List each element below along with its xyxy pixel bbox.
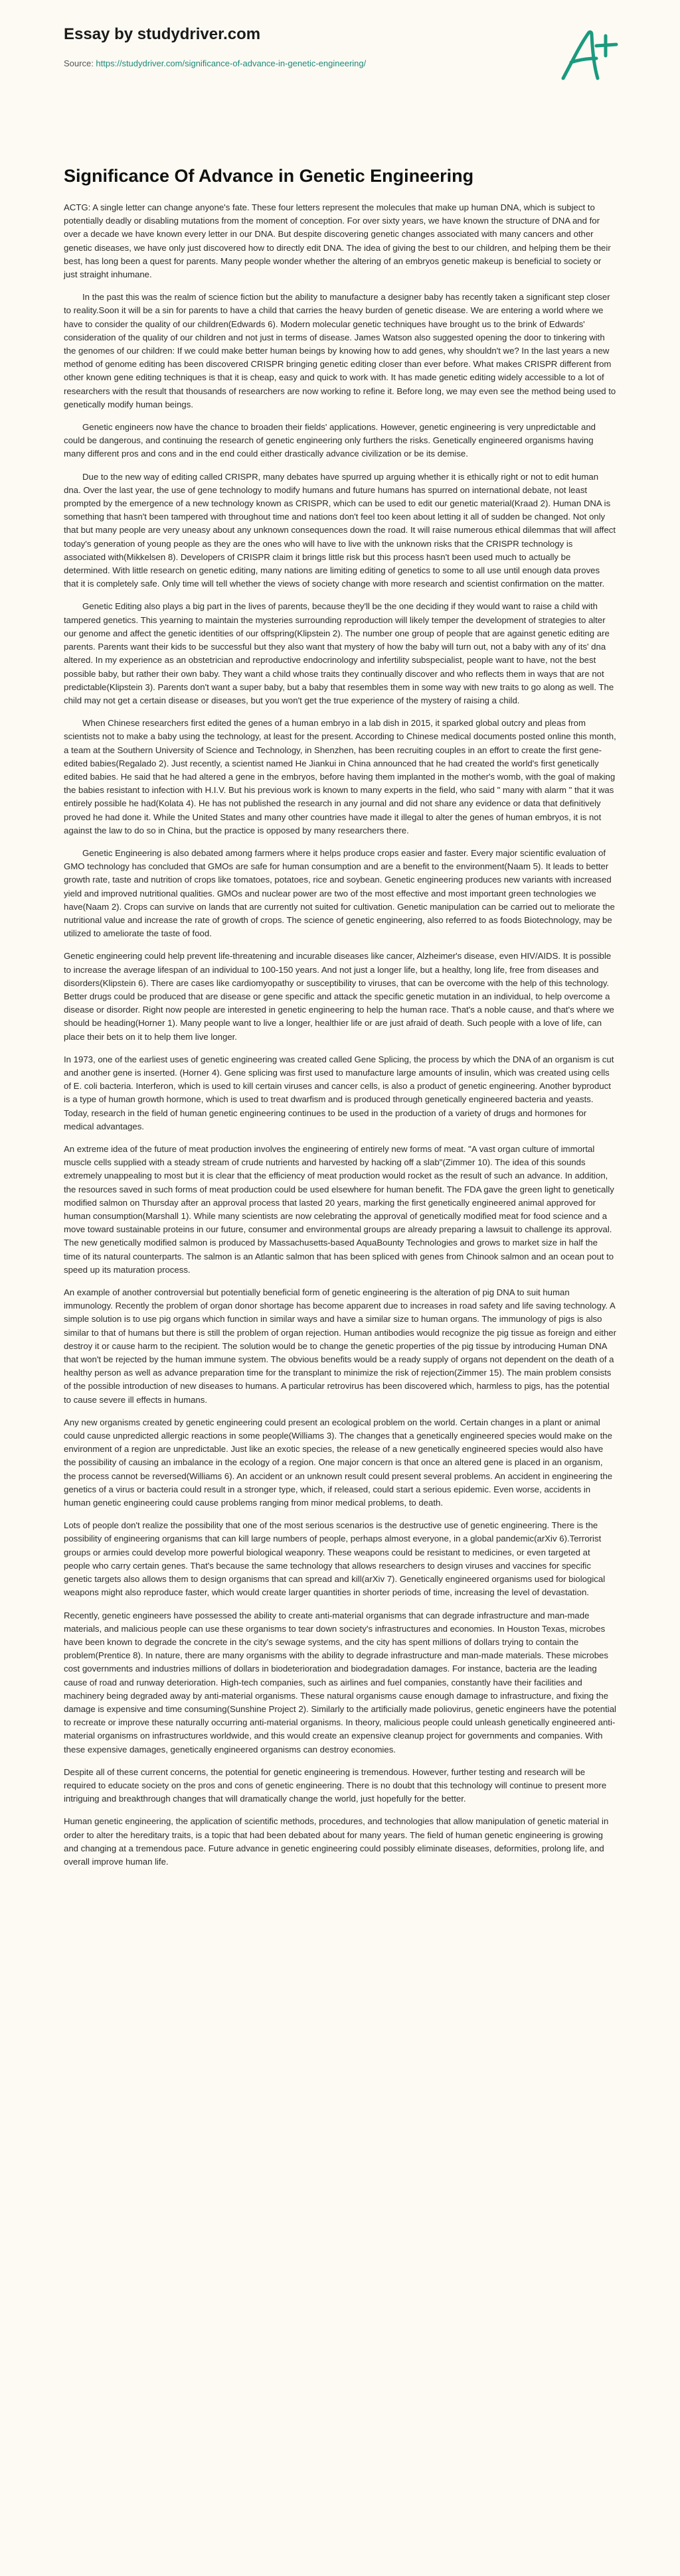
essay-title: Significance Of Advance in Genetic Engineering — [64, 166, 474, 186]
essay-paragraph: Any new organisms created by genetic engineering could present an ecological problem on the world. Certain changes in a plant or animal could cause unpredicted allergic reactions in some people(Williams 3). The changes that a genetically engineered species would make on the environment of a region are unpredictable. Just like an exotic species, the release of a new genetically engineered species would also have the possibility of causing an imbalance in the ecology of a region. One major concern is that once an altered gene is placed in an organism, the process cannot be reversed(Williams 6). An accident or an unknown result could present several problems. An accident in engineering the genetics of a virus or bacteria could result in a stronger type, which, if released, could start a serious epidemic. Even worse, accidents in human genetic engineering could cause problems ranging from minor medical problems, to death. — [64, 1417, 613, 1508]
source-line — [64, 58, 366, 68]
page-header — [0, 0, 680, 80]
essay-paragraph: Human genetic engineering, the application of scientific methods, procedures, and technologies that allow manipulation of genetic material in order to alter the hereditary traits, is a topic that had been debated about for many years. The field of human genetic engineering is growing and changing at a tremendous pace. Future advance in genetic engineering could possibly eliminate diseases, deformities, prolong life, and overall improve human life. — [64, 1816, 609, 1867]
essay-paragraph: An example of another controversial but potentially beneficial form of genetic engineering is the alteration of pig DNA to suit human immunology. Recently the problem of organ donor shortage has become apparent due to increases in road safety and life saving technology. A simple solution is to use pig organs which function in similar ways and have a similar size to human organs. The immunology of pigs is also similar to that of humans but there is still the problem of organ rejection. Human antibodies would recognize the pig tissue as foreign and either destroy it or cause harm to the recipient. The solution would be to change the genetic properties of the pig tissue by introducing Human DNA that won't be rejected by the human immune system. The obvious benefits would be a ready supply of organs not dependent on the death of a healthy person as well as advance preparation time for the transplant to minimize the risk of rejection(Zimmer 15). The main problem consists of the possible introduction of new diseases to humans. A particular retrovirus has been discovered which, harmless to pigs, has the potential to cause severe ill effects in humans. — [64, 1287, 617, 1405]
a-plus-logo-icon — [559, 27, 620, 82]
essay-paragraph: In the past this was the realm of science fiction but the ability to manufacture a designer baby has recently taken a significant step closer to reality.Soon it will be a sin for parents to have a child that carries the heavy burden of genetic disease. We are entering a world where we have to consider the quality of our children(Edwards 6). Modern molecular genetic techniques have brought us to the brink of Edwards' consideration of the quality of our children and not just in terms of disease. James Watson also suggested opening the door to tinkering with the genomes of our children: If we could make better human beings by knowing how to add genes, why shouldn't we? In the last years a new method of genome editing has been discovered CRISPR bringing genetic editing closer than ever before. What makes CRISPR different from other known gene editing techniques is that it is cheap, easy and quick to work with. It has made genetic editing widely accessible to a lot of researchers with the result that thousands of researchers are now working to refine it. Before long, we may even see the method being used to genetically modify human beings. — [64, 292, 616, 409]
essay-paragraph: Genetic Engineering is also debated among farmers where it helps produce crops easier and faster. Every major scientific evaluation of GMO technology has concluded that GMOs are safe for human consumption and are a benefit to the environment(Naam 5). It leads to better growth rate, taste and nutrition of crops like tomatoes, potatoes, rice and soybean. Genetic engineering produces new variants with increased yield and improved nutritional qualities. GMOs and nuclear power are two of the most effective and most important green technologies we have(Naam 2). Crops can survive on lands that are currently not suited for cultivation. Genetic manipulation can be carried out to meliorate the nutritional value and increase the rate of growth of crops. The science of genetic engineering, also referred to as foods Biotechnology, may be utilized to ameliorate the taste of food. — [64, 847, 615, 939]
essay-paragraph: An extreme idea of the future of meat production involves the engineering of entirely new forms of meat. "A vast organ culture of immortal muscle cells supplied with a steady stream of crude nutrients and harvested by hacking off a slab"(Zimmer 10). The idea of this sounds extremely unappealing to most but it is clear that the efficiency of meat production would rocket as the result of such an advance. In addition, the resources saved in such forms of meat production could be used elsewhere for human benefit. The FDA gave the green light to genetically modified salmon on Thursday after an approval process that lasted 20 years, marking the first genetically engineered animal approved for human consumption(Marshall 1). While many scientists are now celebrating the approval of genetically modified meat for food science and a move toward sustainable proteins in our future, consumer and environmental groups are already preparing a lawsuit to challenge its approval. The new genetically modified salmon is produced by Massachusetts-based AquaBounty Technologies and grows to market size in half the time of its natural counterparts. The salmon is an Atlantic salmon that has been spliced with genes from Chinook salmon and an ocean pout to speed up its maturation process. — [64, 1144, 614, 1275]
essay-paragraph: Genetic engineers now have the chance to broaden their fields' applications. However, genetic engineering is very unpredictable and could be dangerous, and continuing the research of genetic engineering only furthers the risks. Genetically engineered organisms having many different pros and cons and in the end could either drastically advance civilization or be its demise. — [64, 422, 596, 459]
essay-paragraph: When Chinese researchers first edited the genes of a human embryo in a lab dish in 2015, it sparked global outcry and pleas from scientists not to make a baby using the technology, at least for the present. According to Chinese medical documents posted online this month, a team at the Southern University of Science and Technology, in Shenzhen, has been recruiting couples in an effort to create the first gene-edited babies(Regalado 2). Just recently, a scientist named He Jiankui in China announced that he had created the world's first genetically edited babies. He said that he had altered a gene in the embryos, before having them implanted in the mother's womb, with the goal of making the babies resistant to infection with H.I.V. But his previous work is known to many experts in the field, who said " many with alarm " that it was entirely possible he had(Kolata 4). He has not published the research in any journal and did not share any evidence or data that definitively proved he had done it. While the United States and many other countries have made it illegal to alter the genes of human embryos, it is not against the law to do so in China, but the practice is opposed by many researchers there. — [64, 718, 616, 835]
essay-paragraph: ACTG: A single letter can change anyone's fate. These four letters represent the molecules that make up human DNA, which is subject to potentially deadly or disabling mutations from the moment of conception. For over sixty years, we have known the structure of DNA and for over a decade we have known every letter in our DNA. But despite discovering genetic changes associated with many cancers and other genetic diseases, we have only just discovered how to directly edit DNA. The idea of giving the best to our children, and helping them be their best, has long been a quest for parents. Many people wonder whether the altering of an embryos genetic makeup is beneficial to society or just straight inhumane. — [64, 202, 611, 280]
essay-paragraph: Despite all of these current concerns, the potential for genetic engineering is tremendous. However, further testing and research will be required to educate society on the pros and cons of genetic engineering. There is no doubt that this technology will continue to present more intriguing and breakthrough changes that will dramatically change the world, just hopefully for the better. — [64, 1766, 607, 1804]
essay-paragraph: In 1973, one of the earliest uses of genetic engineering was created called Gene Splicing, the process by which the DNA of an organism is cut and another gene is inserted. (Horner 4). Gene splicing was first used to manufacture large amounts of insulin, which was created using cells of E. coli bacteria. Interferon, which is used to kill certain viruses and cancer cells, is also a product of genetic engineering. Another byproduct is a type of human growth hormone, which is used to treat dwarfism and is produced through genetically engineered bacteria and yeasts. Today, research in the field of human genetic engineering continues to be used in the production of a variety of drugs and hormones for medical advantages. — [64, 1054, 614, 1131]
essay-paragraph: Due to the new way of editing called CRISPR, many debates have spurred up arguing whether it is ethically right or not to edit human dna. Over the last year, the use of gene technology to modify humans and future humans has spurred on international debate, not least prompted by the emergence of a new technology known as CRISPR, which can be used to edit our genetic material(Kraad 2). Human DNA is something that hasn't been tampered with throughout time and nations don't feel too keen about letting it all of sudden be changed. Not only that but many people are very uneasy about any unknown consequences down the road. It will raise numerous ethical dilemmas that will affect today's generation of young people as they are the ones who will have to live with the unknown risks that the CRISPR technology is associated with(Mikkelsen 8). Developers of CRISPR claim it brings little risk but this process hasn't been used much to actually be determined. With little research on genetic editing, many nations are limiting editing of genetics to some to all use until enough data proves that it is completely safe. Only time will tell whether the views of society change with more research and scientist confirmation on the matter. — [64, 471, 616, 589]
essay-content — [64, 166, 616, 1878]
source-link[interactable]: https://studydriver.com/significance-of-advance-in-genetic-engineering/ — [96, 58, 367, 68]
source-label: Source: — [64, 58, 96, 68]
essay-paragraph: Genetic Editing also plays a big part in the lives of parents, because they'll be the one deciding if they would want to raise a child with tampered genetics. This yearning to maintain the mysteries surrounding reproduction will likely temper the development of strategies to alter our genome and affect the genetic identities of our offspring(Klipstein 2). The number one group of people that are against genetic editing are parents. Parents want their kids to be successful but they also want that mystery of how the baby will turn out, not a baby with any of its' dna altered. In my experience as an obstetrician and reproductive endocrinology and infertility subspecialist, people want to have, not the best possible baby, but rather their own baby. They want a child whose traits they continually discover and who reflects them in ways that are not predictable(Klipstein 3). Parents don't want a super baby, but a baby that resembles them in some way with new traits to go along as well. The child may not get a certain disease or diseases, but you won't get the true experience of the mystery of raising a child. — [64, 601, 614, 705]
essay-paragraph: Genetic engineering could help prevent life-threatening and incurable diseases like cancer, Alzheimer's disease, even HIV/AIDS. It is possible to increase the average lifespan of an individual to 100-150 years. And not just a longer life, but a healthy, long life, free from diseases and disorders(Klipstein 6). There are cases like cardiomyopathy or susceptibility to viruses, that can be overcome with the help of this technology. Better drugs could be produced that are disease or gene specific and attack the specific genetic mutation in an individual, to help overcome a disease or disorder. Right now people are interested in genetic engineering to help the human race. That's a noble cause, and that's where we should be heading(Horner 1). Many people want to live a longer, healthier life or are just afraid of death. Such people with a love of life, can place their bets on it to help them live longer. — [64, 951, 614, 1042]
essay-paragraph: Lots of people don't realize the possibility that one of the most serious scenarios is the destructive use of genetic engineering. There is the possibility of engineering organisms that can kill large numbers of people, perhaps almost everyone, in a global pandemic(arXiv 6).Terrorist groups or armies could develop more powerful biological weaponry. These weapons could be resistant to medicines, or even targeted at people who carry certain genes. That's because the same technology that allows researchers to design viruses and vaccines for specific genetic targets also allows them to design organisms that can spread and kill(arXiv 7). Genetically engineered organisms used for biological weapons might also reproduce faster, which would create larger quantities in shorter periods of time, increasing the level of devastation. — [64, 1520, 606, 1598]
site-title: Essay by studydriver.com — [64, 25, 261, 43]
essay-paragraph: Recently, genetic engineers have possessed the ability to create anti-material organisms that can degrade infrastructure and man-made materials, and malicious people can use these organisms to tear down society's infrastructures and economies. In Houston Texas, microbes have been known to degrade the concrete in the city's sewage systems, and the city has spent millions of dollars trying to contain the problem(Prentice 8). In nature, there are many organisms with the ability to degrade infrastructure and man-made materials. These microbes cost governments and industries millions of dollars in biodeterioration and biodegradation damages. For instance, bacteria are the leading cause of road and runway deterioration. High-tech companies, such as airlines and fuel companies, constantly have their facilities and machinery being degraded away by anti-material organisms. These natural organisms cause enough damage to infrastructure, and fixing the damage is expensive and time consuming(Sunshine Project 2). Similarly to the artificially made poliovirus, genetic engineers have the potential to recreate or improve these naturally occurring anti-material organisms. In theory, malicious people could unleash genetically engineered anti-material organisms on infrastructures worldwide, and this would create an expensive cleanup project for governments and companies. With these expensive damages, genetically engineered organisms can destroy economies. — [64, 1610, 616, 1754]
